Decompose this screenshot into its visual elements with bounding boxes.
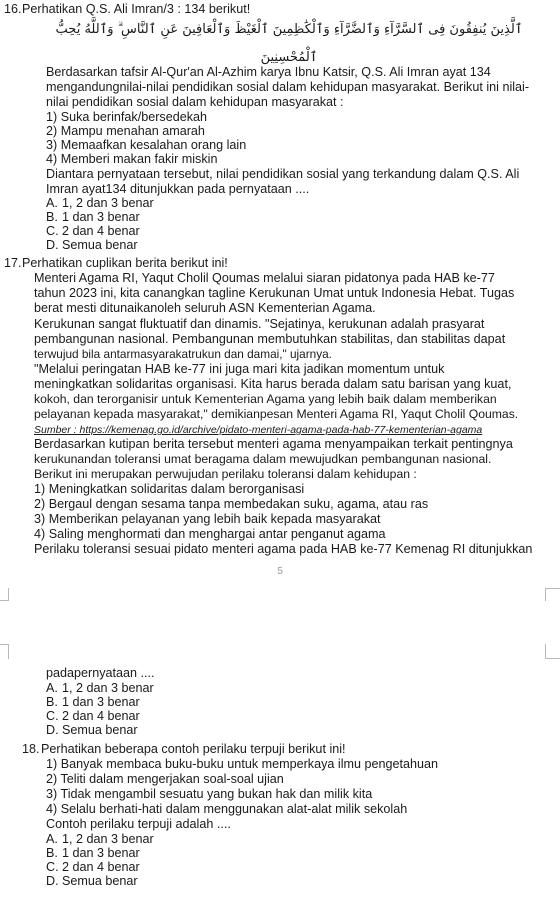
option-letter: D.: [46, 874, 59, 888]
page-corner-mark: [0, 644, 9, 659]
option-c[interactable]: [46, 709, 140, 723]
question-text: padapernyataan ....: [46, 666, 155, 680]
option-letter: C.: [46, 709, 59, 723]
news-line: berat mesti ditunaikanoleh seluruh ASN Kementerian Agama.: [34, 301, 376, 315]
list-item: 3) Memaafkan kesalahan orang lain: [46, 138, 247, 152]
option-letter: A.: [46, 196, 58, 210]
page-corner-mark: [545, 588, 560, 601]
list-item: 1) Banyak membaca buku-buku untuk memperkaya ilmu pengetahuan: [46, 757, 439, 771]
list-item: 2) Mampu menahan amarah: [46, 124, 205, 138]
option-d[interactable]: [46, 874, 138, 888]
option-text: 2 dan 4 benar: [62, 860, 140, 874]
question-text: Contoh perilaku terpuji adalah ....: [46, 817, 231, 831]
intro-line: kerukunandan toleransi umat beragama dalam mewujudkan pembangunan nasional.: [34, 452, 492, 466]
option-c[interactable]: [46, 860, 140, 874]
option-d[interactable]: [46, 723, 138, 737]
option-b[interactable]: [46, 210, 140, 224]
page-corner-mark: [0, 588, 9, 601]
news-line: terwujud bila antarmasyarakatrukun dan damai," ujarnya.: [34, 347, 332, 361]
option-letter: B.: [46, 695, 58, 709]
list-item: 3) Tidak mengambil sesuatu yang bukan hak dan milik kita: [46, 787, 373, 801]
question-text: Imran ayat134 ditunjukkan pada pernyataan ....: [46, 182, 310, 196]
question-text: Diantara pernyataan tersebut, nilai pendidikan sosial yang terkandung dalam Q.S. Ali: [46, 167, 520, 181]
paragraph-line: Berdasarkan tafsir Al-Qur'an Al-Azhim karya Ibnu Katsir, Q.S. Ali Imran ayat 134: [46, 65, 491, 79]
page-number: 5: [277, 565, 283, 577]
option-letter: D.: [46, 238, 59, 252]
question-number: 16.: [4, 2, 22, 16]
option-text: 1 dan 3 benar: [62, 846, 140, 860]
intro-line: Berikut ini merupakan perwujudan perilaku toleransi dalam kehidupan :: [34, 467, 417, 481]
news-line: tahun 2023 ini, kita canangkan tagline Kerukunan Umat untuk Indonesia Hebat. Tugas: [34, 286, 515, 300]
option-d[interactable]: [46, 238, 138, 252]
question-number: 18.: [22, 742, 40, 756]
intro-line: Berdasarkan kutipan berita tersebut menteri agama menyampaikan terkait pentingnya: [34, 437, 513, 451]
option-text: 1, 2 dan 3 benar: [62, 681, 154, 695]
option-letter: A.: [46, 681, 58, 695]
option-letter: B.: [46, 210, 58, 224]
list-item: 2) Teliti dalam mengerjakan soal-soal ujian: [46, 772, 284, 786]
option-text: Semua benar: [62, 238, 138, 252]
option-a[interactable]: [46, 196, 154, 210]
question-title: Perhatikan beberapa contoh perilaku terpuji berikut ini!: [41, 742, 346, 756]
page-corner-mark: [545, 644, 560, 659]
option-a[interactable]: [46, 832, 154, 846]
list-item: 4) Selalu berhati-hati dalam menggunakan alat-alat milik sekolah: [46, 802, 408, 816]
question-title: Perhatikan Q.S. Ali Imran/3 : 134 berikut!: [22, 2, 251, 16]
option-text: 1, 2 dan 3 benar: [62, 196, 154, 210]
paragraph-line: mengandungnilai-nilai pendidikan sosial dalam kehidupan masyarakat. Berikut ini nilai-: [46, 80, 530, 94]
source-link[interactable]: Sumber : https://kemenag.go.id/archive/pidato-menteri-agama-pada-hab-77-kementerian-agama: [34, 424, 483, 436]
list-item: 3) Memberikan pelayanan yang lebih baik kepada masyarakat: [34, 512, 381, 526]
option-text: 2 dan 4 benar: [62, 224, 140, 238]
news-line: "Melalui peringatan HAB ke-77 ini juga mari kita jadikan momentum untuk: [34, 362, 445, 376]
option-letter: C.: [46, 224, 59, 238]
option-text: 1, 2 dan 3 benar: [62, 832, 154, 846]
question-number: 17.: [4, 256, 22, 270]
question-title: Perhatikan cuplikan berita berikut ini!: [22, 256, 228, 270]
option-a[interactable]: [46, 681, 154, 695]
list-item: 2) Bergaul dengan sesama tanpa membedakan suku, agama, atau ras: [34, 497, 429, 511]
news-line: pembangunan nasional. Pembangunan membutuhkan stabilitas, dan stabilitas dapat: [34, 332, 506, 346]
option-text: Semua benar: [62, 874, 138, 888]
question-text: Perilaku toleransi sesuai pidato menteri agama pada HAB ke-77 Kemenag RI ditunjukkan: [34, 542, 533, 556]
option-letter: C.: [46, 860, 59, 874]
news-line: Menteri Agama RI, Yaqut Cholil Qoumas melalui siaran pidatonya pada HAB ke-77: [34, 271, 495, 285]
option-text: Semua benar: [62, 723, 138, 737]
option-letter: A.: [46, 832, 58, 846]
news-line: Kerukunan sangat fluktuatif dan dinamis. "Sejatinya, kerukunan adalah prasyarat: [34, 317, 485, 331]
option-letter: B.: [46, 846, 58, 860]
option-text: 1 dan 3 benar: [62, 210, 140, 224]
list-item: 1) Meningkatkan solidaritas dalam berorganisasi: [34, 482, 305, 496]
paragraph-line: nilai pendidikan sosial dalam kehidupan masyarakat :: [46, 95, 344, 109]
option-text: 1 dan 3 benar: [62, 695, 140, 709]
list-item: 1) Suka berinfak/bersedekah: [46, 110, 208, 124]
list-item: 4) Saling menghormati dan menghargai antar penganut agama: [34, 527, 386, 541]
news-line: pelayanan kepada masyarakat," demikianpesan Menteri Agama RI, Yaqut Cholil Qoumas.: [34, 407, 519, 421]
list-item: 4) Memberi makan fakir miskin: [46, 152, 218, 166]
option-text: 2 dan 4 benar: [62, 709, 140, 723]
option-c[interactable]: [46, 224, 140, 238]
option-b[interactable]: [46, 846, 140, 860]
news-line: kokoh, dan terorganisir untuk Kementerian Agama yang lebih baik dalam memberikan: [34, 392, 497, 406]
news-line: meningkatkan solidaritas organisasi. Kita harus berada dalam satu barisan yang kuat,: [34, 377, 512, 391]
option-b[interactable]: [46, 695, 140, 709]
arabic-verse: ٱلَّذِينَ يُنفِقُونَ فِى ٱلسَّرَّآءِ وَٱلضَّرَّآءِ وَٱلْكَٰظِمِينَ ٱلْغَيْظَ وَٱلْعَافِينَ عَنِ ٱلنَّاسِ ۗ وَٱللَّهُ يُحِبُّ ٱلْمُحْسِنِينَ: [55, 22, 523, 65]
option-letter: D.: [46, 723, 59, 737]
